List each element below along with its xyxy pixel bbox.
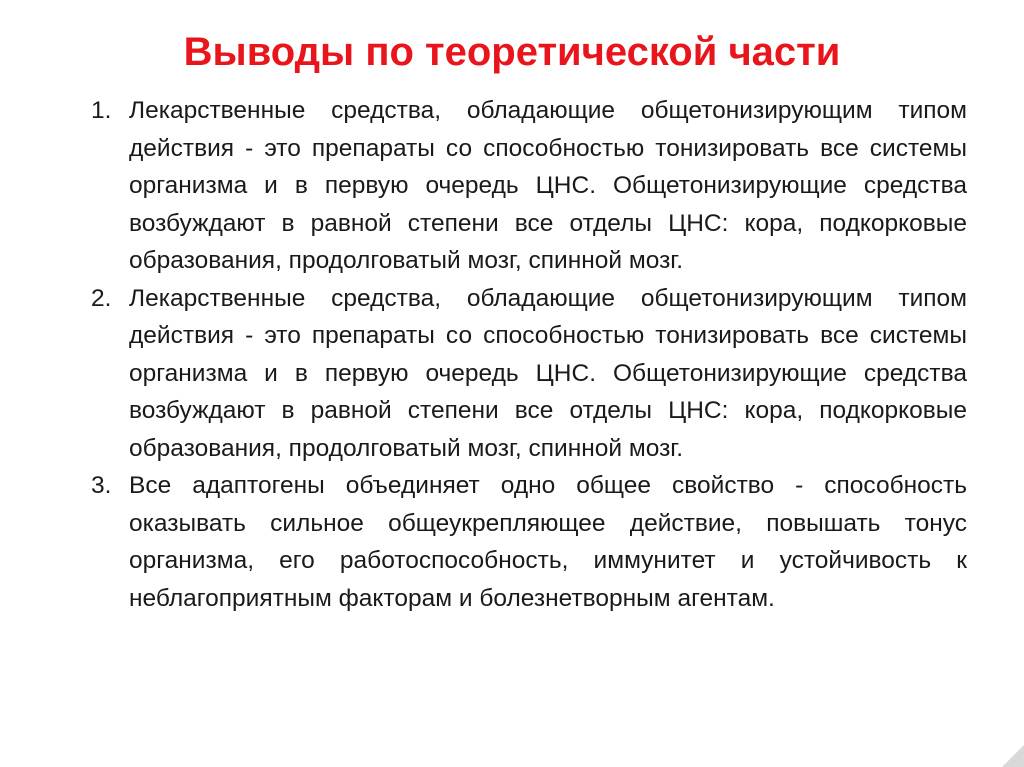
slide-title: Выводы по теоретической части (183, 30, 841, 74)
list-item (91, 467, 967, 617)
list-item (91, 280, 967, 468)
page-corner-fold (1002, 745, 1024, 767)
list-item-number: 2. (91, 284, 112, 312)
list-item-number: 1. (91, 97, 112, 124)
conclusions-list (91, 92, 967, 617)
list-item (91, 92, 967, 280)
list-item-text: Все адаптогены объединяет одно общее свойство - способность оказывать сильное общеукрепляющее действие, повышать тонус организма, его работоспособность, иммунитет и устойчивость к неблагоприятным факторам и болезнетворным агентам. (129, 472, 967, 612)
list-item-number: 3. (91, 472, 112, 499)
list-item-text: Лекарственные средства, обладающие общетонизирующим типом действия - это препараты со способностью тонизировать все системы организма и в первую очередь ЦНС. Общетонизирующие средства возбуждают в равной степени все отделы ЦНС: кора, подкорковые образования, продолговатый мозг, спинной мозг. (129, 284, 967, 462)
list-item-text: Лекарственные средства, обладающие общетонизирующим типом действия - это препараты со способностью тонизировать все системы организма и в первую очередь ЦНС. Общетонизирующие средства возбуждают в равной степени все отделы ЦНС: кора, подкорковые образования, продолговатый мозг, спинной мозг. (129, 97, 967, 274)
